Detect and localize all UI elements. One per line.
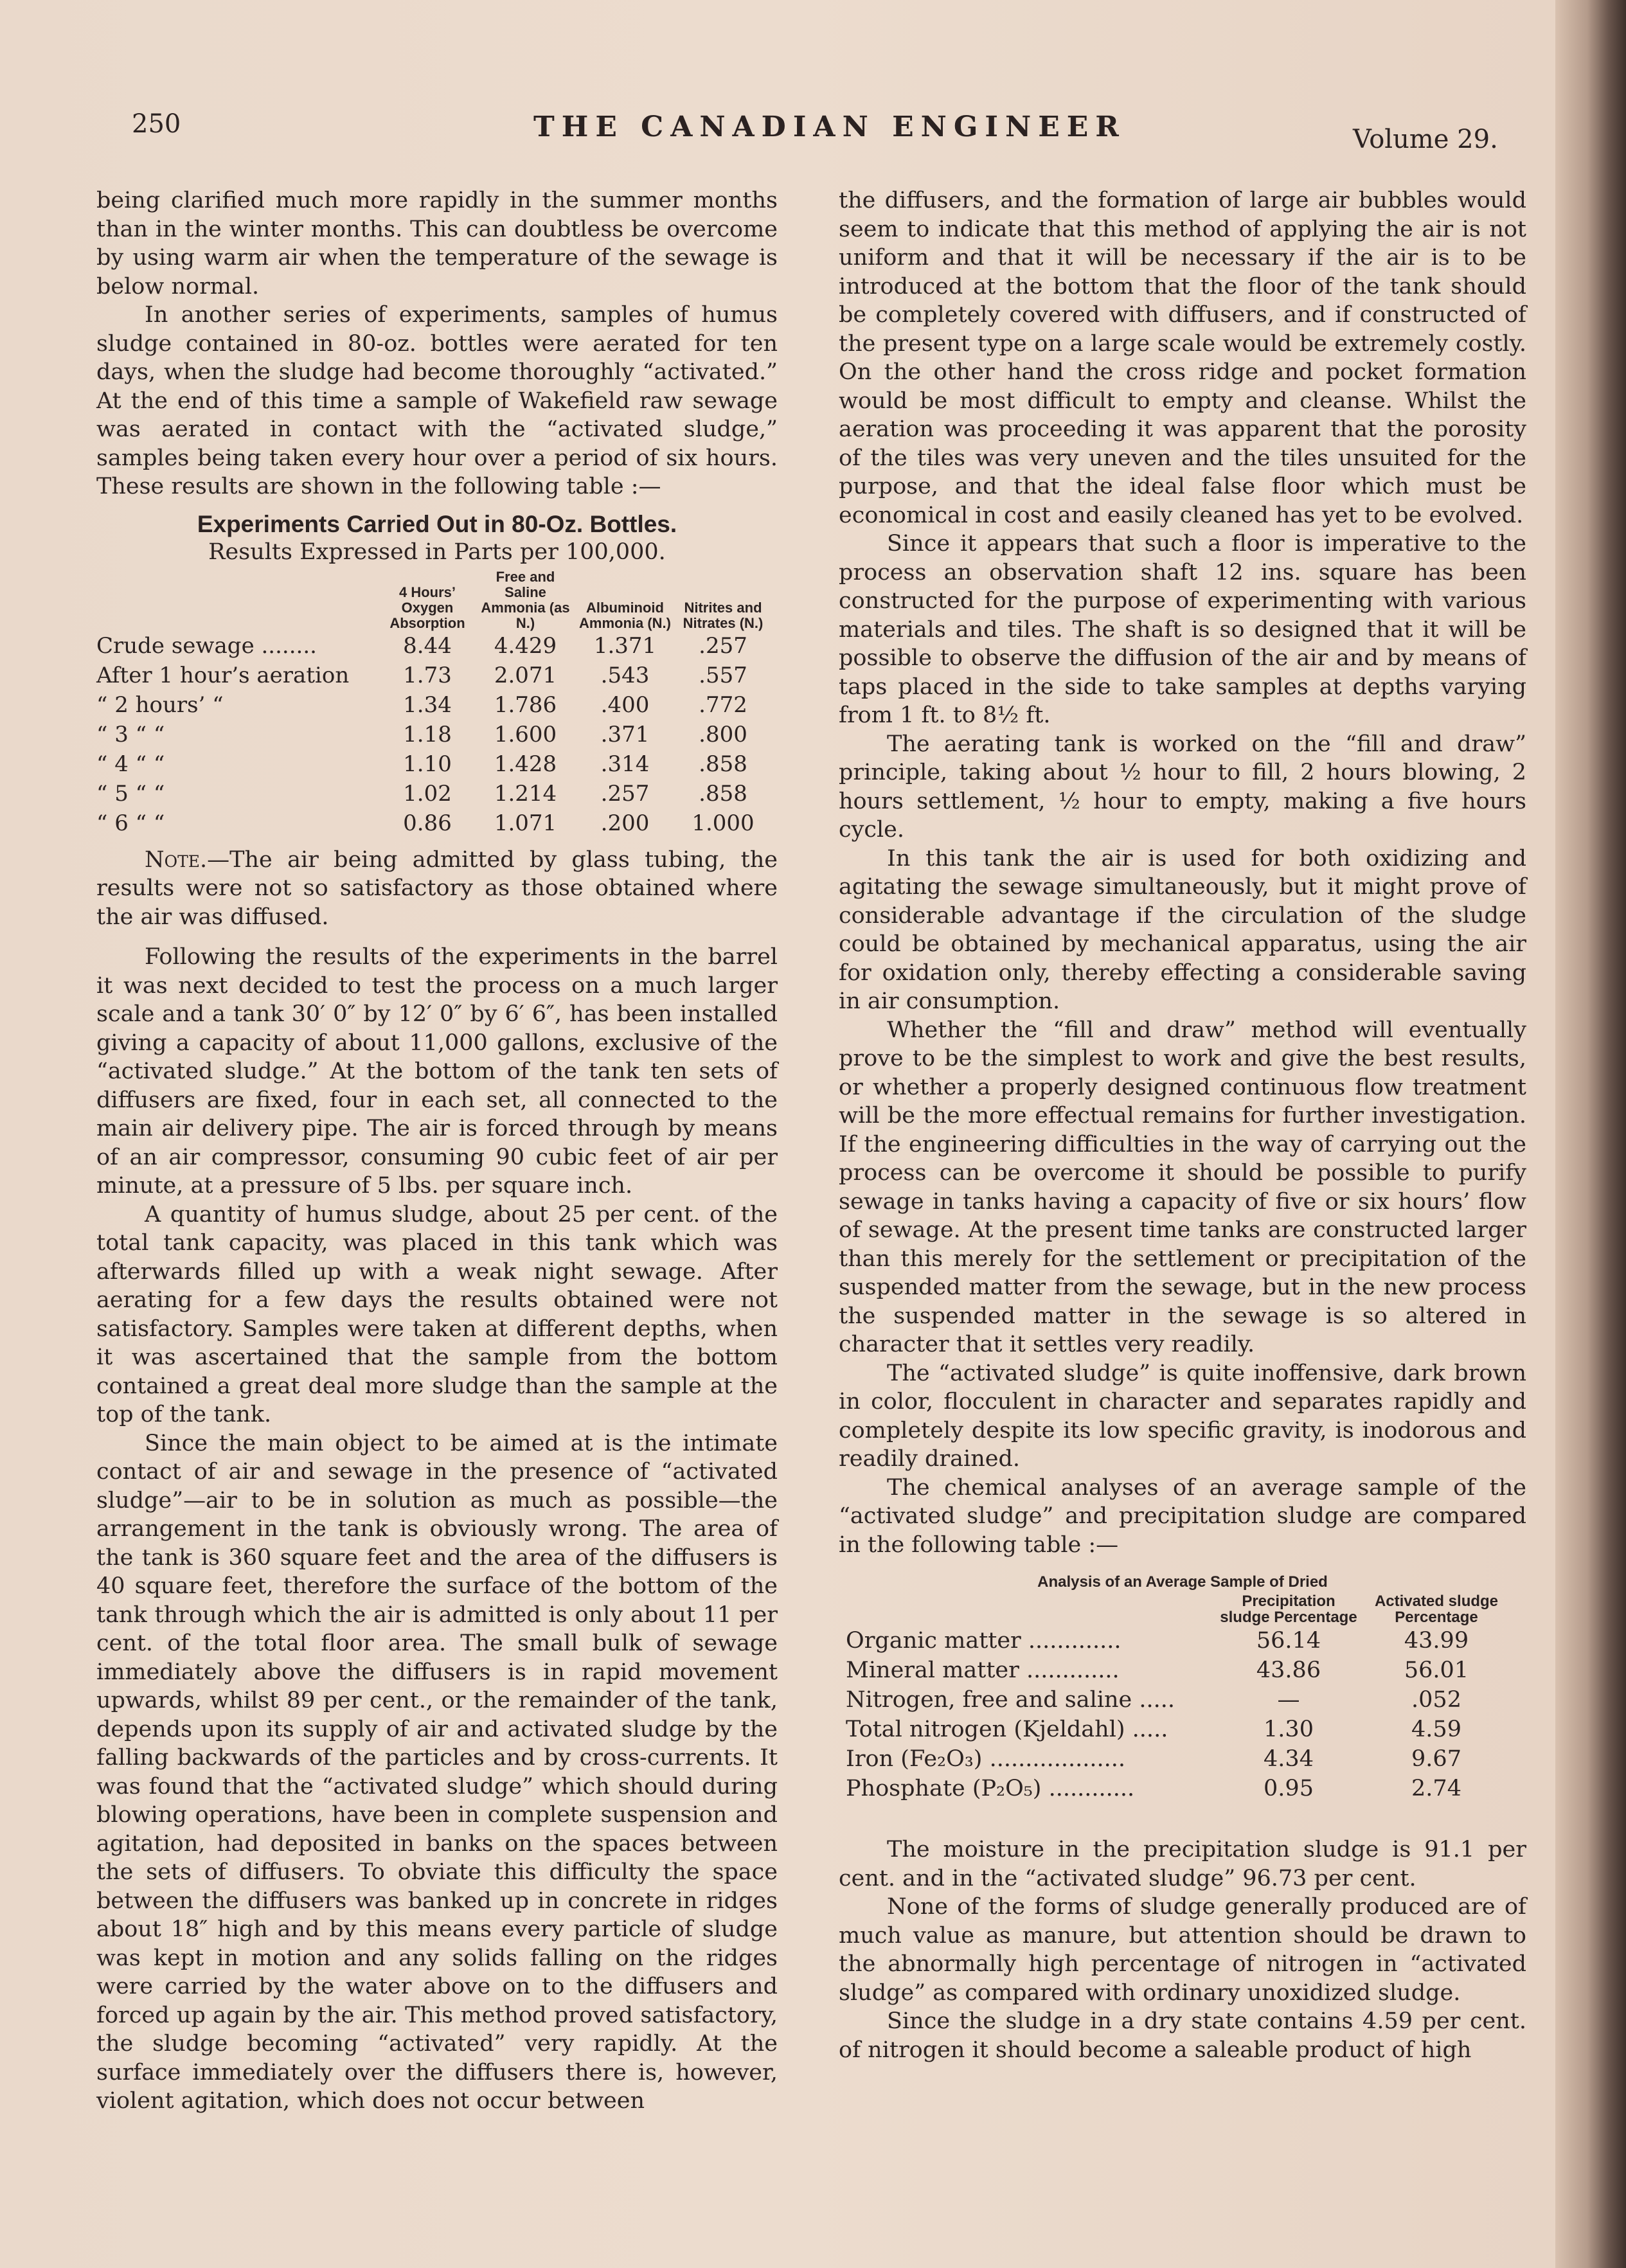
table-cell: .557 xyxy=(699,662,747,688)
paragraph: Whether the “fill and draw” method will eventually prove to be the simplest to work and give the best results, or whether a properly designed continuous flow treatment will be the more effectual remains for further investigation. If the engineering difficulties in the way of carrying out the process can be overcome it should be possible to purify sewage in tanks having a capacity of five or six hours’ flow of sewage. At the present time tanks are constructed larger than this merely for the settlement or precipitation of the suspended matter from the sewage, but in the new process the suspended matter in the sewage is so altered in character that it settles very readily. xyxy=(839,1017,1526,1357)
analysis-table xyxy=(845,1593,1514,1803)
row-label: After 1 hour’s aeration xyxy=(96,662,350,688)
table-cell: 43.99 xyxy=(1404,1628,1469,1654)
table-row xyxy=(96,661,771,690)
table-cell: .200 xyxy=(600,810,650,836)
table-cell: 0.86 xyxy=(403,810,452,836)
table-header-row xyxy=(96,569,771,631)
volume-label: Volume 29. xyxy=(1353,125,1498,154)
table-cell: 43.86 xyxy=(1256,1657,1321,1683)
table-cell: .858 xyxy=(699,751,747,777)
table-cell: 56.14 xyxy=(1256,1628,1321,1654)
row-label: Mineral matter ............. xyxy=(846,1657,1120,1683)
table-cell: .314 xyxy=(600,751,650,777)
table-row xyxy=(96,631,771,661)
left-column xyxy=(96,186,778,2116)
row-label: Phosphate (P₂O₅) ............ xyxy=(846,1776,1135,1801)
table-row xyxy=(845,1744,1514,1774)
table-cell: 4.429 xyxy=(494,632,557,659)
journal-title: THE CANADIAN ENGINEER xyxy=(533,111,1126,143)
paragraph: the diffusers, and the formation of large air bubbles would seem to indicate that this method of applying the air is not uniform and that it will be necessary if the air is to be introduced at the bottom that the floor of the tank should be completely covered with diffusers, and if constructed of the present type on a large scale would be extremely costly. On the other hand the cross ridge and pocket formation would be most difficult to empty and cleanse. Whilst the aeration was proceeding it was apparent that the porosity of the tiles was very uneven and the tiles unsuited for the purpose, and that the ideal false floor which must be economical in cost and easily cleaned has yet to be evolved. xyxy=(839,188,1526,528)
table-header-cell: Nitrites and Nitrates (N.) xyxy=(683,599,764,631)
table-title: Experiments Carried Out in 80-Oz. Bottles. xyxy=(197,510,677,537)
table-header-cell: Activated sludge Percentage xyxy=(1374,1593,1499,1626)
table-header-cell: Albuminoid Ammonia (N.) xyxy=(579,599,671,631)
table-header-cell xyxy=(845,1593,1218,1626)
table-row xyxy=(845,1715,1514,1744)
analysis-table-title: Analysis of an Average Sample of Dried xyxy=(1037,1573,1328,1591)
right-column xyxy=(839,186,1526,2064)
table-cell: 1.30 xyxy=(1264,1717,1314,1742)
note-text: —The air being admitted by glass tubing, the results were not so satisfactory as those obtained where the air was diffused. xyxy=(96,846,778,930)
row-label: “ 2 hours’ “ xyxy=(96,692,224,718)
table-cell: .257 xyxy=(699,632,747,659)
table-cell: .800 xyxy=(699,721,747,747)
paragraph: Following the results of the experiments in the barrel it was next decided to test the process on a much larger scale and a tank 30′ 0″ by 12′ 0″ by 6′ 6″, has been installed giving a capacity of about 11,000 gallons, exclusive of the “activated sludge.” At the bottom of the tank ten sets of diffusers are fixed, four in each set, all connected to the main air delivery pipe. The air is forced through by means of an air compressor, consuming 90 cubic feet of air per minute, at a pressure of 5 lbs. per square inch. xyxy=(96,944,778,1199)
table-cell: 1.18 xyxy=(403,721,452,747)
row-label: “ 5 “ “ xyxy=(96,780,165,807)
row-label: Organic matter ............. xyxy=(846,1628,1121,1654)
table-cell: 2.74 xyxy=(1411,1776,1461,1801)
table-cell: 1.428 xyxy=(494,751,557,777)
row-label: Crude sewage ........ xyxy=(96,632,317,659)
table-cell: 1.071 xyxy=(494,810,557,836)
page-number: 250 xyxy=(132,109,181,139)
paragraph: Since the main object to be aimed at is the intimate contact of air and sewage in the presence of “activated sludge”—air to be in solution as much as possible—the arrangement in the tank is obviously wrong. The area of the tank is 360 square feet and the area of the diffusers is 40 square feet, therefore the surface of the bottom of the tank through which the air is admitted is only about 11 per cent. of the total floor area. The small bulk of sewage immediately above the diffusers is in rapid movement upwards, whilst 89 per cent., or the remainder of the tank, depends upon its supply of air and activated sludge by the falling backwards of the particles and by cross-currents. It was found that the “activated sludge” which should during blowing operations, have been in complete suspension and agitation, had deposited in banks on the spaces between the sets of diffusers. To obviate this difficulty the space between the diffusers was banked up in concrete in ridges about 18″ high and by this means every particle of sludge was kept in motion and any solids falling on the ridges were carried by the water above on to the diffusers and forced up again by the air. This method proved satisfactory, the sludge becoming “activated” very rapidly. At the surface immediately over the diffusers there is, however, violent agitation, which does not occur between xyxy=(96,1430,778,2114)
table-cell: .858 xyxy=(699,780,747,807)
table-cell: 1.371 xyxy=(593,632,657,659)
table-header-cell: Free and Saline Ammonia (as N.) xyxy=(481,568,570,631)
table-cell: 9.67 xyxy=(1411,1746,1461,1772)
table-cell: .772 xyxy=(699,692,747,718)
book-spine-shadow xyxy=(1555,0,1626,2268)
table-row xyxy=(96,808,771,838)
table-cell: 1.214 xyxy=(494,780,557,807)
table-header-row xyxy=(845,1593,1514,1626)
note-label: Note. xyxy=(145,846,208,873)
paragraph: The chemical analyses of an average sample of the “activated sludge” and precipitation sludge are compared in the following table :— xyxy=(839,1474,1526,1558)
table-row xyxy=(96,749,771,779)
table-note xyxy=(96,846,778,932)
experiments-table xyxy=(96,569,771,838)
table-cell: .371 xyxy=(600,721,650,747)
paragraph: A quantity of humus sludge, about 25 per cent. of the total tank capacity, was placed in this tank which was afterwards filled up with a weak night sewage. After aerating for a few days the results obtained were not satisfactory. Samples were taken at different depths, when it was ascertained that the sample from the bottom contained a great deal more sludge than the sample at the top of the tank. xyxy=(96,1201,778,1427)
table-header-cell: 4 Hours’ Oxygen Absorption xyxy=(389,584,465,631)
table-row xyxy=(96,690,771,720)
table-header-cell xyxy=(96,569,379,631)
table-cell: — xyxy=(1277,1687,1300,1713)
row-label: Iron (Fe₂O₃) ................... xyxy=(846,1746,1125,1772)
table-row xyxy=(845,1656,1514,1685)
table-cell: .543 xyxy=(600,662,650,688)
table-row xyxy=(96,720,771,749)
table-cell: .052 xyxy=(1411,1687,1461,1713)
table-cell: 1.000 xyxy=(692,810,755,836)
paragraph: None of the forms of sludge generally produced are of much value as manure, but attention should be drawn to the abnormally high percentage of nitrogen in “activated sludge” as compared with ordinary unoxidized sludge. xyxy=(839,1894,1526,2006)
table-cell: 8.44 xyxy=(403,632,452,659)
row-label: “ 4 “ “ xyxy=(96,751,165,777)
paragraph: being clarified much more rapidly in the summer months than in the winter months. This can doubtless be overcome by using warm air when the temperature of the sewage is below normal. xyxy=(96,188,778,299)
table-row xyxy=(845,1626,1514,1656)
table-cell: 1.34 xyxy=(403,692,452,718)
table-cell: 4.59 xyxy=(1411,1717,1461,1742)
table-cell: 1.786 xyxy=(494,692,557,718)
paragraph: The moisture in the precipitation sludge is 91.1 per cent. and in the “activated sludge” 96.73 per cent. xyxy=(839,1837,1526,1891)
running-header xyxy=(0,109,1555,161)
table-row xyxy=(845,1685,1514,1715)
row-label: “ 3 “ “ xyxy=(96,721,165,747)
paragraph: In another series of experiments, samples of humus sludge contained in 80-oz. bottles were aerated for ten days, when the sludge had become thoroughly “activated.” At the end of this time a sample of Wakefield raw sewage was aerated in contact with the “activated sludge,” samples being taken every hour over a period of six hours. These results are shown in the following table :— xyxy=(96,302,778,499)
table-cell: .400 xyxy=(600,692,650,718)
table-cell: 1.600 xyxy=(494,721,557,747)
paragraph: The “activated sludge” is quite inoffensive, dark brown in color, flocculent in character and separates rapidly and completely despite its low specific gravity, is inodorous and readily drained. xyxy=(839,1360,1526,1472)
paragraph: Since the sludge in a dry state contains 4.59 per cent. of nitrogen it should become a saleable product of high xyxy=(839,2008,1526,2063)
table-cell: 4.34 xyxy=(1264,1746,1314,1772)
table-row xyxy=(96,779,771,808)
table-cell: 56.01 xyxy=(1404,1657,1469,1683)
row-label: “ 6 “ “ xyxy=(96,810,165,836)
paragraph: Since it appears that such a floor is imperative to the process an observation shaft 12 ins. square has been constructed for the purpose of experimenting with various materials and tiles. The shaft is so designed that it will be possible to observe the diffusion of the air and by means of taps placed in the side to take samples at depths varying from 1 ft. to 8½ ft. xyxy=(839,531,1526,728)
table-header-cell: Precipitation sludge Percentage xyxy=(1220,1593,1357,1626)
table-subtitle: Results Expressed in Parts per 100,000. xyxy=(208,539,666,565)
table-cell: 1.10 xyxy=(403,751,452,777)
table-cell: .257 xyxy=(600,780,650,807)
paragraph: In this tank the air is used for both oxidizing and agitating the sewage simultaneously, but it might prove of considerable advantage if the circulation of the sludge could be obtained by mechanical apparatus, using the air for oxidation only, thereby effecting a considerable saving in air consumption. xyxy=(839,845,1526,1014)
table-row xyxy=(845,1774,1514,1803)
table-cell: 1.02 xyxy=(403,780,452,807)
row-label: Nitrogen, free and saline ..... xyxy=(846,1687,1175,1713)
paragraph: The aerating tank is worked on the “fill and draw” principle, taking about ½ hour to fill, 2 hours blowing, 2 hours settlement, ½ hour to empty, making a five hours cycle. xyxy=(839,731,1526,843)
table-cell: 2.071 xyxy=(494,662,557,688)
table-cell: 0.95 xyxy=(1264,1776,1314,1801)
table-cell: 1.73 xyxy=(403,662,452,688)
row-label: Total nitrogen (Kjeldahl) ..... xyxy=(846,1717,1168,1742)
